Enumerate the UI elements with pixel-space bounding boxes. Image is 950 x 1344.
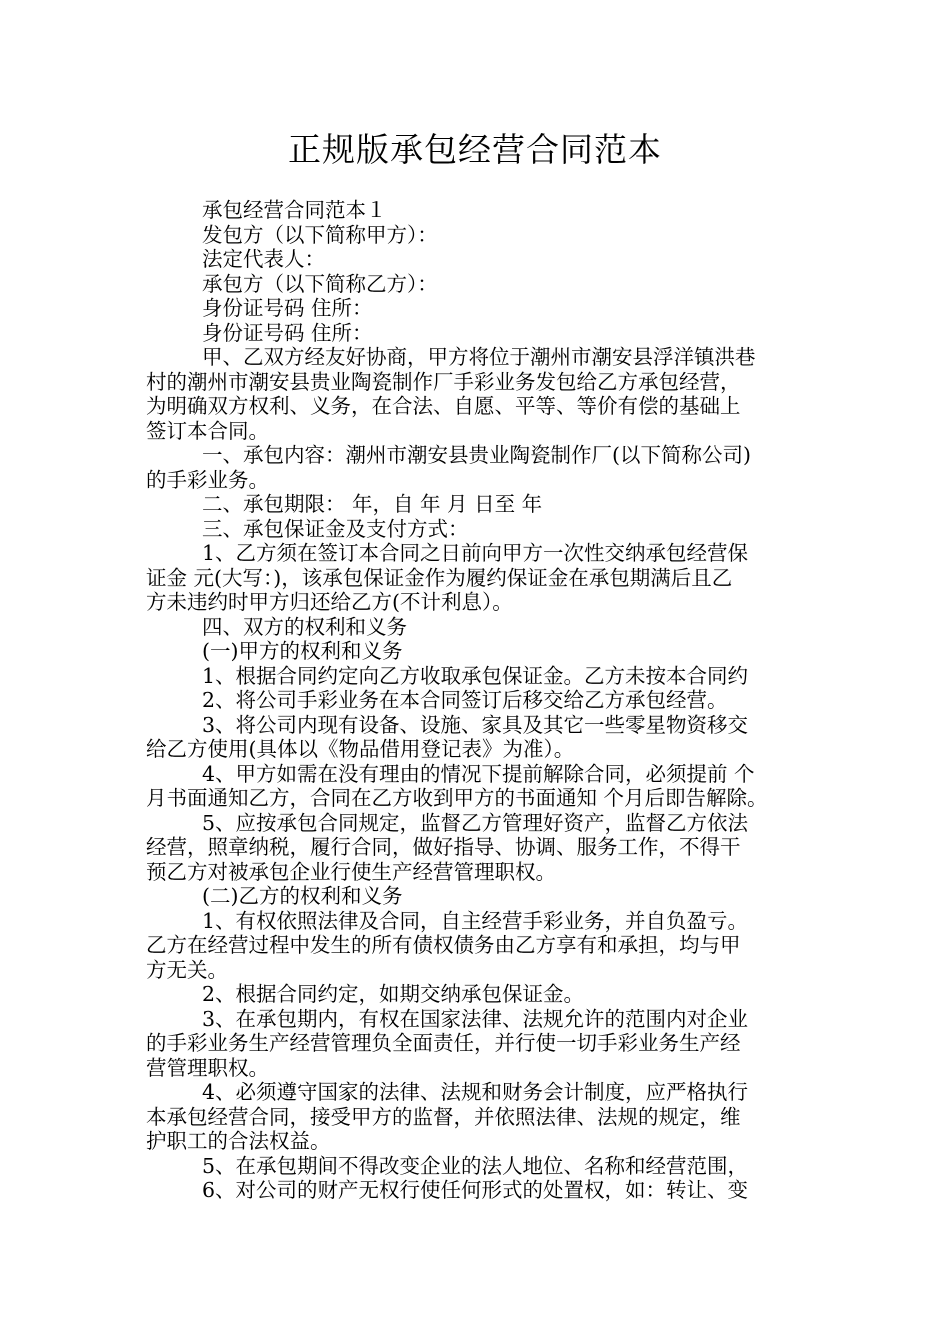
- text-line: 4、必须遵守国家的法律、法规和财务会计制度，应严格执行: [202, 1080, 749, 1104]
- text-line: 方未违约时甲方归还给乙方(不计利息）。: [146, 590, 513, 614]
- text-line: 方无关。: [146, 957, 228, 982]
- contract-body: [146, 198, 808, 1203]
- text-line: 6、对公司的财产无权行使任何形式的处置权，如：转让、变: [202, 1178, 749, 1202]
- text-line: (二)乙方的权利和义务: [202, 884, 403, 908]
- text-line: 承包经营合同范本１: [202, 198, 387, 222]
- text-line: 5、在承包期间不得改变企业的法人地位、名称和经营范围，: [202, 1153, 749, 1178]
- text-line: 为明确双方权利、义务，在合法、自愿、平等、等价有偿的基础上: [146, 394, 741, 418]
- text-line: 2、将公司手彩业务在本合同签订后移交给乙方承包经营。: [202, 688, 728, 712]
- text-line: 四、双方的权利和义务: [202, 614, 407, 639]
- text-line: 法定代表人：: [202, 247, 325, 271]
- text-line: (一)甲方的权利和义务: [202, 639, 403, 663]
- text-line: 村的潮州市潮安县贵业陶瓷制作厂手彩业务发包给乙方承包经营，: [146, 369, 741, 394]
- text-line: 乙方在经营过程中发生的所有债权债务由乙方享有和承担，均与甲: [146, 933, 741, 957]
- text-line: 发包方（以下简称甲方）：: [202, 222, 438, 247]
- page-title: 正规版承包经营合同范本: [288, 130, 662, 169]
- text-line: 身份证号码 住所：: [202, 296, 373, 320]
- text-line: 身份证号码 住所：: [202, 320, 373, 345]
- text-line: 3、将公司内现有设备、设施、家具及其它一些零星物资移交: [202, 712, 749, 737]
- text-line: 月书面通知乙方，合同在乙方收到甲方的书面通知 个月后即告解除。: [146, 786, 768, 810]
- text-line: 的手彩业务。: [146, 467, 269, 492]
- text-line: 甲、乙双方经友好协商，甲方将位于潮州市潮安县浮洋镇洪巷: [202, 345, 756, 369]
- text-line: 承包方（以下简称乙方）：: [202, 271, 438, 296]
- text-line: 经营，照章纳税，履行合同，做好指导、协调、服务工作，不得干: [146, 835, 741, 859]
- text-line: 签订本合同。: [146, 418, 269, 443]
- text-line: 二、承包期限： 年，自 年 月 日至 年: [202, 492, 543, 516]
- text-line: 三、承包保证金及支付方式：: [202, 516, 469, 541]
- text-line: 一、承包内容：潮州市潮安县贵业陶瓷制作厂(以下简称公司): [202, 443, 751, 467]
- text-line: 的手彩业务生产经营管理负全面责任，并行使一切手彩业务生产经: [146, 1031, 741, 1055]
- text-line: 5、应按承包合同规定，监督乙方管理好资产，监督乙方依法: [202, 810, 749, 835]
- text-line: 证金 元(大写：)，该承包保证金作为履约保证金在承包期满后且乙: [146, 565, 733, 590]
- text-line: 本承包经营合同，接受甲方的监督，并依照法律、法规的规定，维: [146, 1104, 741, 1129]
- text-line: 营管理职权。: [146, 1055, 269, 1080]
- text-line: 1、根据合同约定向乙方收取承包保证金。乙方未按本合同约: [202, 663, 749, 688]
- text-line: 4、甲方如需在没有理由的情况下提前解除合同，必须提前 个: [202, 761, 755, 786]
- text-line: 预乙方对被承包企业行使生产经营管理职权。: [146, 859, 556, 884]
- text-line: 1、乙方须在签订本合同之日前向甲方一次性交纳承包经营保: [202, 541, 749, 565]
- text-line: 2、根据合同约定，如期交纳承包保证金。: [202, 982, 585, 1006]
- text-line: 3、在承包期内，有权在国家法律、法规允许的范围内对企业: [202, 1006, 749, 1031]
- text-line: 给乙方使用(具体以《物品借用登记表》为准）。: [146, 737, 575, 761]
- text-line: 1、有权依照法律及合同，自主经营手彩业务，并自负盈亏。: [202, 908, 749, 933]
- text-line: 护职工的合法权益。: [146, 1129, 331, 1153]
